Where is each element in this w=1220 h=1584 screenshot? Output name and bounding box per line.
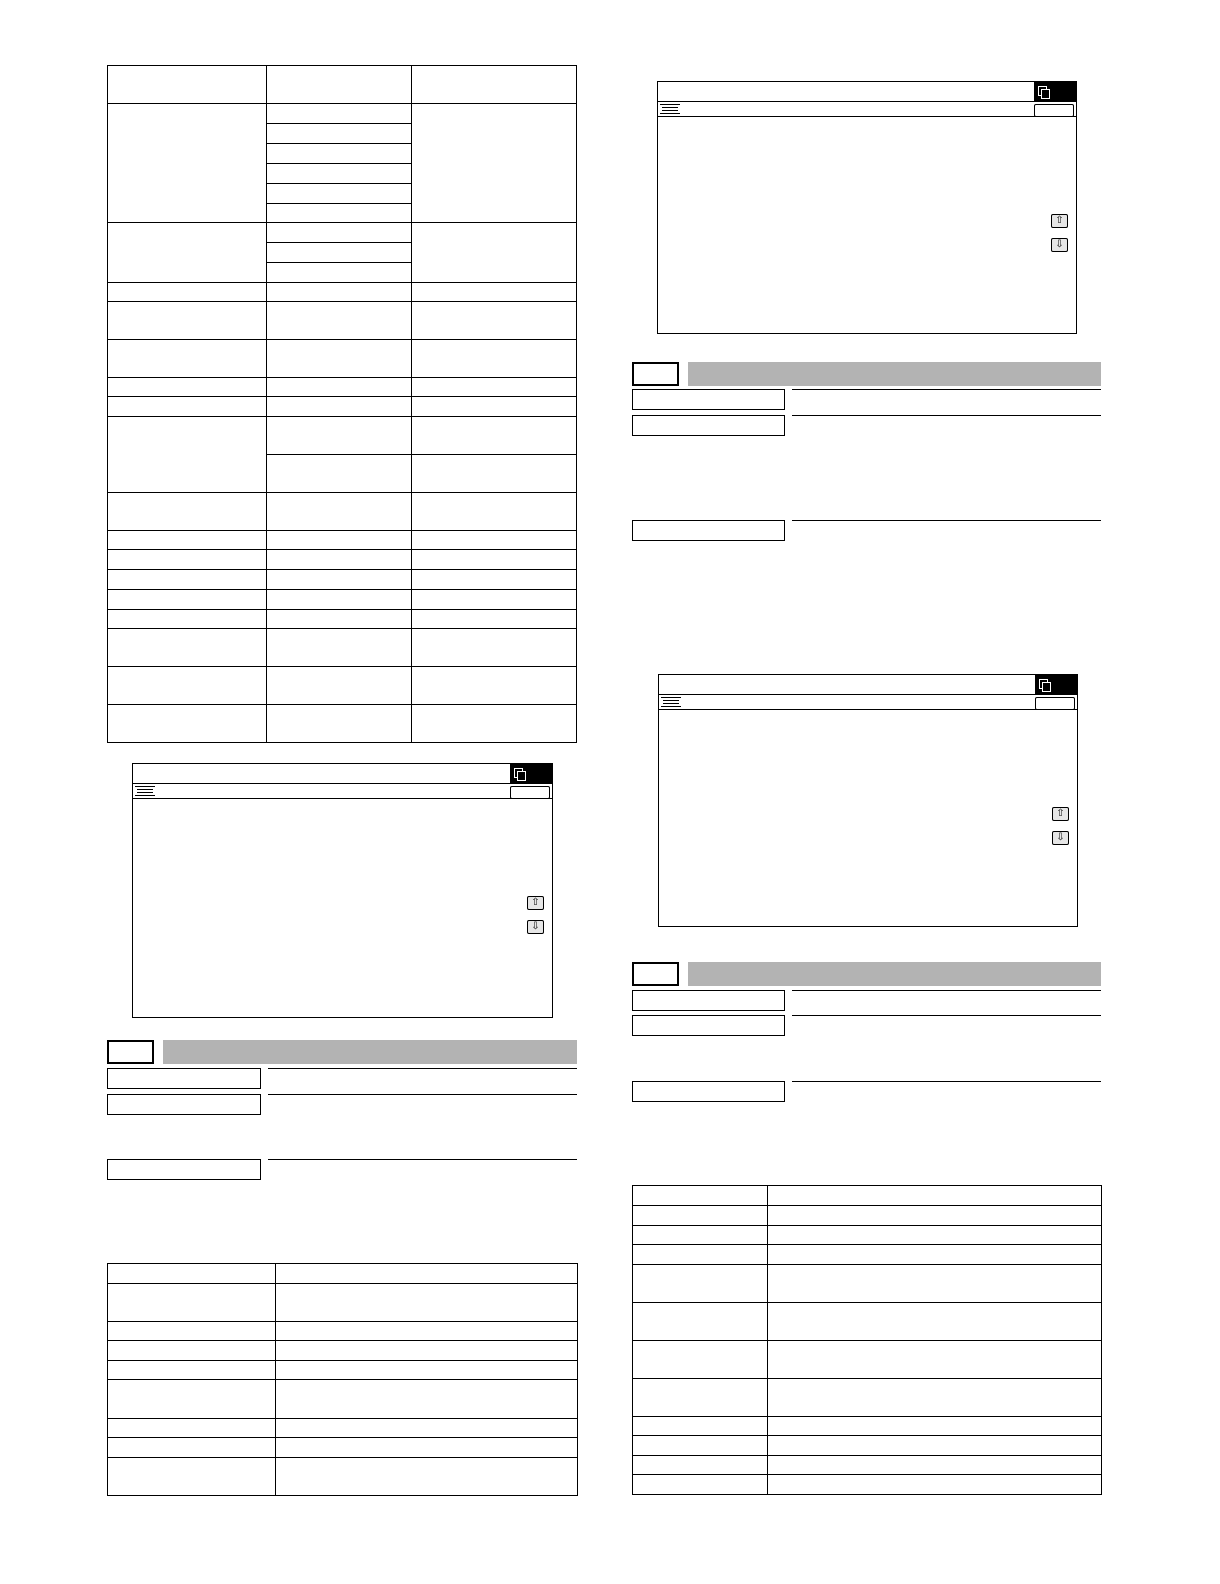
ok-button[interactable] [510,786,550,799]
section-item-label [632,520,785,541]
table-cell [267,531,412,550]
section-item-label [632,1081,785,1102]
arrow-down-icon[interactable]: ⇩ [527,920,544,934]
table-cell [633,1226,768,1245]
section-code-box [107,1040,154,1064]
settings-table-bottom-left [107,1263,578,1496]
table-cell [768,1475,1102,1495]
table-cell [276,1458,578,1496]
table-cell [768,1456,1102,1475]
table-cell [108,1341,276,1361]
section-item-rule [792,415,1101,416]
arrow-up-icon[interactable]: ⇧ [527,896,544,910]
section-item-label [632,415,785,436]
section-item-rule [792,520,1101,521]
table-cell [267,340,412,378]
table-cell [633,1436,768,1456]
table-cell [267,243,412,263]
table-cell [108,223,267,283]
table-cell [412,417,577,455]
table-cell [633,1245,768,1265]
table-cell [108,104,267,223]
table-cell [276,1322,578,1341]
table-cell [633,1379,768,1417]
table-cell [768,1265,1102,1303]
section-item-label [107,1094,261,1115]
table-cell [768,1436,1102,1456]
section-code-box [632,362,679,386]
table-cell [108,340,267,378]
table-header-cell [276,1264,578,1284]
table-header-cell [108,66,267,104]
table-cell [768,1379,1102,1417]
table-cell [768,1341,1102,1379]
section-item-label [632,1015,785,1036]
table-cell [276,1419,578,1438]
table-cell [276,1341,578,1361]
table-cell [633,1265,768,1303]
table-cell [412,550,577,570]
section-code-box [632,962,679,986]
section-item-rule [268,1094,577,1095]
table-header-cell [267,66,412,104]
menu-icon[interactable] [660,102,680,119]
table-cell [412,667,577,705]
table-cell [267,223,412,243]
table-cell [412,610,577,629]
table-cell [412,629,577,667]
table-cell [768,1417,1102,1436]
arrow-up-icon[interactable]: ⇧ [1052,807,1069,821]
table-cell [412,104,577,223]
table-cell [412,302,577,340]
screen-title-bar [658,82,1076,102]
section-item-rule [792,1081,1101,1082]
section-title-bar [163,1040,577,1064]
table-cell [108,667,267,705]
table-cell [412,705,577,743]
table-cell [108,629,267,667]
table-cell [633,1417,768,1436]
section-title-bar [688,362,1101,386]
section-item-label [632,389,785,410]
table-cell [267,550,412,570]
table-cell [412,455,577,493]
table-header-cell [768,1186,1102,1206]
table-cell [412,340,577,378]
panel-screen-3 [658,674,1078,927]
menu-icon[interactable] [135,784,155,801]
table-cell [412,590,577,610]
table-cell [267,705,412,743]
table-cell [267,667,412,705]
table-cell [267,263,412,283]
table-cell [412,283,577,302]
table-cell [267,417,412,455]
table-cell [267,283,412,302]
table-cell [768,1226,1102,1245]
table-cell [267,124,412,144]
table-cell [108,283,267,302]
arrow-up-icon[interactable]: ⇧ [1051,214,1068,228]
table-cell [412,570,577,590]
table-cell [108,610,267,629]
table-cell [267,184,412,204]
table-cell [108,705,267,743]
table-cell [768,1206,1102,1226]
arrow-down-icon[interactable]: ⇩ [1052,831,1069,845]
table-cell [267,104,412,124]
ok-button[interactable] [1034,104,1074,117]
copy-mode-icon[interactable] [510,764,552,783]
table-cell [267,144,412,164]
section-item-rule [792,1015,1101,1016]
table-cell [108,1438,276,1458]
table-header-cell [633,1186,768,1206]
table-cell [108,1458,276,1496]
table-cell [633,1456,768,1475]
table-cell [267,629,412,667]
arrow-down-icon[interactable]: ⇩ [1051,238,1068,252]
table-cell [276,1380,578,1419]
table-cell [267,493,412,531]
table-cell [276,1438,578,1458]
menu-icon[interactable] [661,695,681,712]
table-cell [267,610,412,629]
section-item-rule [268,1068,577,1069]
table-cell [633,1206,768,1226]
table-cell [108,302,267,340]
table-cell [267,570,412,590]
table-cell [412,378,577,397]
section-item-label [632,990,785,1011]
table-cell [267,164,412,184]
table-cell [108,1419,276,1438]
section-item-rule [268,1159,577,1160]
table-cell [412,531,577,550]
table-cell [108,590,267,610]
screen-menu-bar [658,101,1076,117]
table-cell [412,397,577,417]
table-cell [768,1245,1102,1265]
table-cell [267,455,412,493]
table-cell [267,378,412,397]
table-cell [108,531,267,550]
table-header-cell [108,1264,276,1284]
table-cell [768,1303,1102,1341]
section-item-label [107,1068,261,1089]
table-cell [108,1322,276,1341]
table-cell [267,590,412,610]
copy-mode-icon[interactable] [1034,82,1076,101]
section-title-bar [688,962,1101,986]
screen-title-bar [133,764,552,784]
table-cell [108,1361,276,1380]
panel-screen-1 [132,763,553,1018]
table-cell [633,1341,768,1379]
copy-mode-icon[interactable] [1035,675,1077,694]
table-cell [412,493,577,531]
table-cell [108,550,267,570]
ok-button[interactable] [1035,697,1075,710]
screen-menu-bar [133,783,552,799]
table-cell [108,1380,276,1419]
table-cell [108,397,267,417]
section-item-rule [792,389,1101,390]
table-header-cell [412,66,577,104]
table-cell [276,1361,578,1380]
table-cell [267,397,412,417]
table-cell [633,1303,768,1341]
table-cell [412,223,577,283]
table-cell [108,570,267,590]
settings-table-bottom-right [632,1185,1102,1495]
section-item-rule [792,990,1101,991]
table-cell [108,378,267,397]
table-cell [108,417,267,493]
settings-table-top-left [107,65,577,743]
section-item-label [107,1159,261,1180]
table-cell [267,204,412,223]
table-cell [276,1284,578,1322]
panel-screen-2 [657,81,1077,334]
table-cell [267,302,412,340]
screen-title-bar [659,675,1077,695]
table-cell [633,1475,768,1495]
table-cell [108,493,267,531]
screen-menu-bar [659,694,1077,710]
table-cell [108,1284,276,1322]
